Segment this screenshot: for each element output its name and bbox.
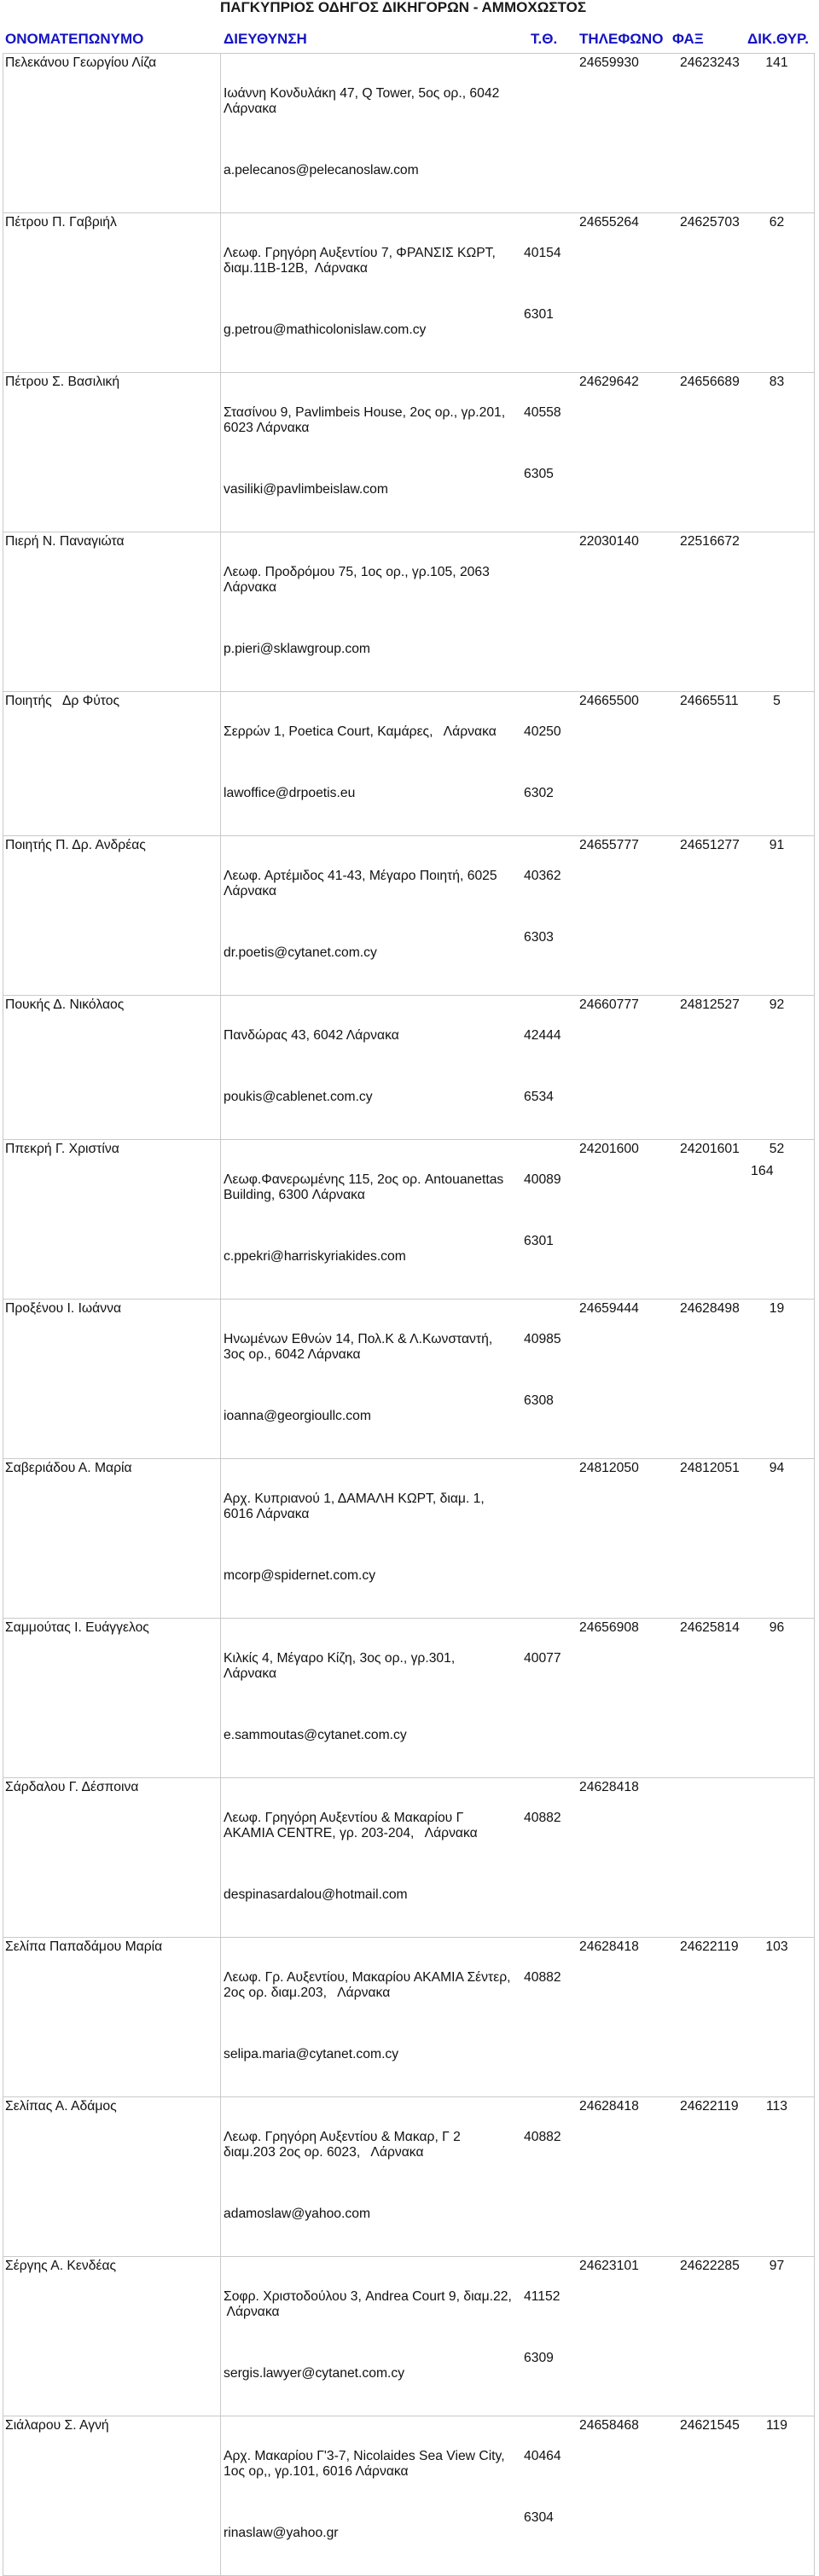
lawyer-row [3,373,815,532]
email-address: g.petrou@mathicolonislaw.com.cy [224,323,427,337]
phone-number: 24629642 [579,375,639,389]
lawyer-name: Προξένου Ι. Ιωάννα [3,1300,220,1458]
address-cell [220,2416,520,2575]
lawyer-name: Πελεκάνου Γεωργίου Λίζα [3,54,220,212]
po-box-postal-code: 6301 [524,1234,554,1248]
lawyer-name: Πιερή Ν. Παναγιώτα [3,532,220,691]
email-address: e.sammoutas@cytanet.com.cy [224,1728,407,1742]
phone-number: 24658468 [579,2418,639,2433]
po-box-cell [520,1300,576,1458]
lawyer-name: Πέτρου Π. Γαβριήλ [3,213,220,372]
lawyer-row [3,1938,815,2097]
court-box-number: 5 [751,692,815,835]
postal-address: Στασίνου 9, Pavlimbeis House, 2ος ορ., γρ.201, 6023 Λάρνακα [224,405,506,435]
court-box-number: 62 [751,213,815,372]
address-cell [220,2097,520,2256]
lawyer-row [3,1140,815,1300]
po-box-number: 40882 [524,1970,561,1985]
lawyer-row [3,2416,815,2576]
lawyer-row [3,836,815,996]
address-cell [220,532,520,691]
po-box-number: 40882 [524,2130,561,2144]
fax-number: 24665511 [680,694,739,708]
po-box-cell [520,373,576,532]
phone-number: 24659444 [579,1301,639,1316]
po-box-postal-code: 6308 [524,1393,554,1408]
lawyer-row [3,996,815,1140]
po-box-number: 40362 [524,869,561,883]
address-cell [220,1938,520,2096]
fax-number: 24623243 [680,55,740,70]
email-address: sergis.lawyer@cytanet.com.cy [224,2366,405,2381]
address-cell [220,1140,520,1299]
address-cell [220,996,520,1139]
address-cell [220,1459,520,1618]
po-box-number: 40250 [524,724,561,739]
lawyer-row [3,1619,815,1778]
postal-address: Λεωφ. Γρηγόρη Αυξεντίου & Μακαρίου Γ ΑΚΑΜΙΑ CENTRE, γρ. 203-204, Λάρνακα [224,1811,478,1840]
postal-address: Κιλκίς 4, Μέγαρο Κίζη, 3ος ορ., γρ.301, Λάρνακα [224,1651,456,1681]
address-cell [220,373,520,532]
po-box-postal-code: 6304 [524,2510,554,2525]
lawyer-row [3,1459,815,1619]
court-box-number [751,1778,815,1937]
lawyer-name: Σαμμούτας Ι. Ευάγγελος [3,1619,220,1777]
fax-number: 24622119 [680,2099,739,2114]
address-cell [220,54,520,212]
phone-number: 24665500 [579,694,639,708]
postal-address: Λεωφ. Αρτέμιδος 41-43, Μέγαρο Ποιητή, 6025 Λάρνακα [224,869,497,898]
email-address: dr.poetis@cytanet.com.cy [224,945,377,960]
lawyer-name: Ππεκρή Γ. Χριστίνα [3,1140,220,1299]
phone-number: 24655777 [579,838,639,852]
po-box-cell [520,2416,576,2575]
address-cell [220,1778,520,1937]
postal-address: Σοφρ. Χριστοδούλου 3, Andrea Court 9, διαμ.22, Λάρνακα [224,2289,512,2319]
lawyer-row [3,54,815,213]
court-box-number: 94 [751,1459,815,1618]
po-box-cell [520,1778,576,1937]
court-box-number: 92 [751,996,815,1139]
fax-number: 24812051 [680,1461,740,1475]
phone-number: 24655264 [579,215,639,230]
lawyer-row [3,532,815,692]
po-box-postal-code: 6305 [524,467,554,481]
po-box-number: 40077 [524,1651,561,1666]
email-address: vasiliki@pavlimbeislaw.com [224,482,388,497]
court-box-number: 141 [751,54,815,212]
email-address: mcorp@spidernet.com.cy [224,1568,376,1583]
po-box-number: 41152 [524,2289,561,2304]
email-address: p.pieri@sklawgroup.com [224,642,370,656]
email-address: a.pelecanos@pelecanoslaw.com [224,163,419,177]
lawyer-row [3,1300,815,1459]
court-box-number: 96 [751,1619,815,1777]
column-header-court-box: ΔΙΚ.ΘΥΡ. [747,31,809,47]
email-address: selipa.maria@cytanet.com.cy [224,2047,399,2061]
address-cell [220,2257,520,2416]
fax-number: 24812527 [680,997,740,1012]
po-box-cell [520,1140,576,1299]
document-title: ΠΑΓΚΥΠΡΙΟΣ ΟΔΗΓΟΣ ΔΙΚΗΓΟΡΩΝ - ΑΜΜΟΧΩΣΤΟΣ [220,0,587,15]
po-box-number: 40154 [524,246,561,260]
po-box-postal-code: 6303 [524,930,554,945]
lawyers-table [3,53,815,2576]
email-address: ioanna@georgioullc.com [224,1409,371,1423]
phone-number: 24201600 [579,1142,639,1156]
po-box-cell [520,836,576,995]
court-box-number: 52 [751,1140,815,1299]
po-box-cell [520,2257,576,2416]
postal-address: Ιωάννη Κονδυλάκη 47, Q Tower, 5ος ορ., 6042 Λάρνακα [224,86,500,116]
fax-number: 24201601 [680,1142,740,1156]
fax-number [677,1778,751,1937]
court-box-number: 83 [751,373,815,532]
column-header-po-box: Τ.Θ. [531,31,558,47]
lawyer-name: Σάρδαλου Γ. Δέσποινα [3,1778,220,1937]
phone-number: 24660777 [579,997,639,1012]
phone-number: 24628418 [579,1780,639,1794]
fax-number: 24628498 [680,1301,740,1316]
lawyer-row [3,692,815,836]
postal-address: Λεωφ. Γρ. Αυξεντίου, Μακαρίου ΑΚΑΜΙΑ Σέντερ, 2ος ορ. διαμ.203, Λάρνακα [224,1970,511,2000]
postal-address: Λεωφ.Φανερωμένης 115, 2ος ορ. Antouanettas Building, 6300 Λάρνακα [224,1172,504,1202]
po-box-number: 40882 [524,1811,561,1825]
lawyer-name: Πέτρου Σ. Βασιλική [3,373,220,532]
address-cell [220,1619,520,1777]
po-box-postal-code: 6534 [524,1090,554,1104]
postal-address: Πανδώρας 43, 6042 Λάρνακα [224,1028,399,1043]
email-address: despinasardalou@hotmail.com [224,1887,408,1902]
address-cell [220,692,520,835]
page-number: 164 [751,1164,774,1178]
po-box-cell [520,2097,576,2256]
email-address: lawoffice@drpoetis.eu [224,786,356,800]
column-header-fax: ΦΑΞ [672,31,704,47]
email-address: rinaslaw@yahoo.gr [224,2526,339,2540]
lawyer-row [3,2257,815,2416]
lawyer-row [3,213,815,373]
column-header-name: ΟΝΟΜΑΤΕΠΩΝΥΜΟ [5,31,144,47]
po-box-number: 40089 [524,1172,561,1187]
phone-number: 24623101 [579,2259,639,2273]
address-cell [220,836,520,995]
fax-number: 24622119 [680,1939,739,1954]
po-box-number: 40464 [524,2449,561,2463]
court-box-number: 103 [751,1938,815,2096]
fax-number: 22516672 [680,534,740,549]
postal-address: Αρχ. Κυπριανού 1, ΔΑΜΑΛΗ ΚΩΡΤ, διαμ. 1, 6016 Λάρνακα [224,1492,485,1521]
po-box-cell [520,1619,576,1777]
po-box-number: 40985 [524,1332,561,1346]
lawyer-row [3,2097,815,2257]
lawyer-name: Σέργης Α. Κενδέας [3,2257,220,2416]
fax-number: 24625703 [680,215,740,230]
po-box-postal-code: 6302 [524,786,554,800]
po-box-cell [520,213,576,372]
phone-number: 24628418 [579,1939,639,1954]
fax-number: 24625814 [680,1620,740,1635]
column-header-phone: ΤΗΛΕΦΩΝΟ [579,31,664,47]
fax-number: 24621545 [680,2418,740,2433]
lawyer-name: Ποιητής Δρ Φύτος [3,692,220,835]
po-box-cell [520,54,576,212]
court-box-number: 97 [751,2257,815,2416]
po-box-postal-code: 6301 [524,307,554,322]
court-box-number: 19 [751,1300,815,1458]
fax-number: 24651277 [680,838,740,852]
column-header-address: ΔΙΕΥΘΥΝΣΗ [224,31,307,47]
lawyer-name: Σελίπα Παπαδάμου Μαρία [3,1938,220,2096]
court-box-number: 113 [751,2097,815,2256]
po-box-cell [520,1938,576,2096]
lawyer-name: Σαβεριάδου Α. Μαρία [3,1459,220,1618]
postal-address: Λεωφ. Γρηγόρη Αυξεντίου 7, ΦΡΑΝΣΙΣ ΚΩΡΤ, διαμ.11Β-12Β, Λάρνακα [224,246,496,276]
fax-number: 24622285 [680,2259,740,2273]
po-box-number: 40558 [524,405,561,420]
lawyer-name: Ποιητής Π. Δρ. Ανδρέας [3,836,220,995]
po-box-postal-code: 6309 [524,2351,554,2365]
court-box-number: 119 [751,2416,815,2575]
postal-address: Σερρών 1, Poetica Court, Καμάρες, Λάρνακα [224,724,497,739]
lawyer-row [3,1778,815,1938]
phone-number: 24659930 [579,55,639,70]
po-box-cell [520,1459,576,1618]
phone-number: 24656908 [579,1620,639,1635]
lawyer-name: Σελίπας Α. Αδάμος [3,2097,220,2256]
postal-address: Λεωφ. Προδρόμου 75, 1ος ορ., γρ.105, 2063 Λάρνακα [224,565,490,595]
lawyer-name: Πουκής Δ. Νικόλαος [3,996,220,1139]
email-address: c.ppekri@harriskyriakides.com [224,1249,406,1264]
postal-address: Λεωφ. Γρηγόρη Αυξεντίου & Μακαρ, Γ 2 διαμ.203 2ος ορ. 6023, Λάρνακα [224,2130,461,2160]
postal-address: Ηνωμένων Εθνών 14, Πολ.Κ & Λ.Κωνσταντή, 3ος ορ., 6042 Λάρνακα [224,1332,493,1362]
email-address: adamoslaw@yahoo.com [224,2207,371,2221]
address-cell [220,1300,520,1458]
phone-number: 24812050 [579,1461,639,1475]
email-address: poukis@cablenet.com.cy [224,1090,373,1104]
po-box-cell [520,996,576,1139]
fax-number: 24656689 [680,375,740,389]
lawyer-name: Σιάλαρου Σ. Αγνή [3,2416,220,2575]
court-box-number [751,532,815,691]
court-box-number: 91 [751,836,815,995]
po-box-cell [520,692,576,835]
address-cell [220,213,520,372]
phone-number: 24628418 [579,2099,639,2114]
po-box-cell [520,532,576,691]
postal-address: Αρχ. Μακαρίου Γ'3-7, Nicolaides Sea View City, 1ος ορ,, γρ.101, 6016 Λάρνακα [224,2449,505,2479]
phone-number: 22030140 [579,534,639,549]
po-box-number: 42444 [524,1028,561,1043]
